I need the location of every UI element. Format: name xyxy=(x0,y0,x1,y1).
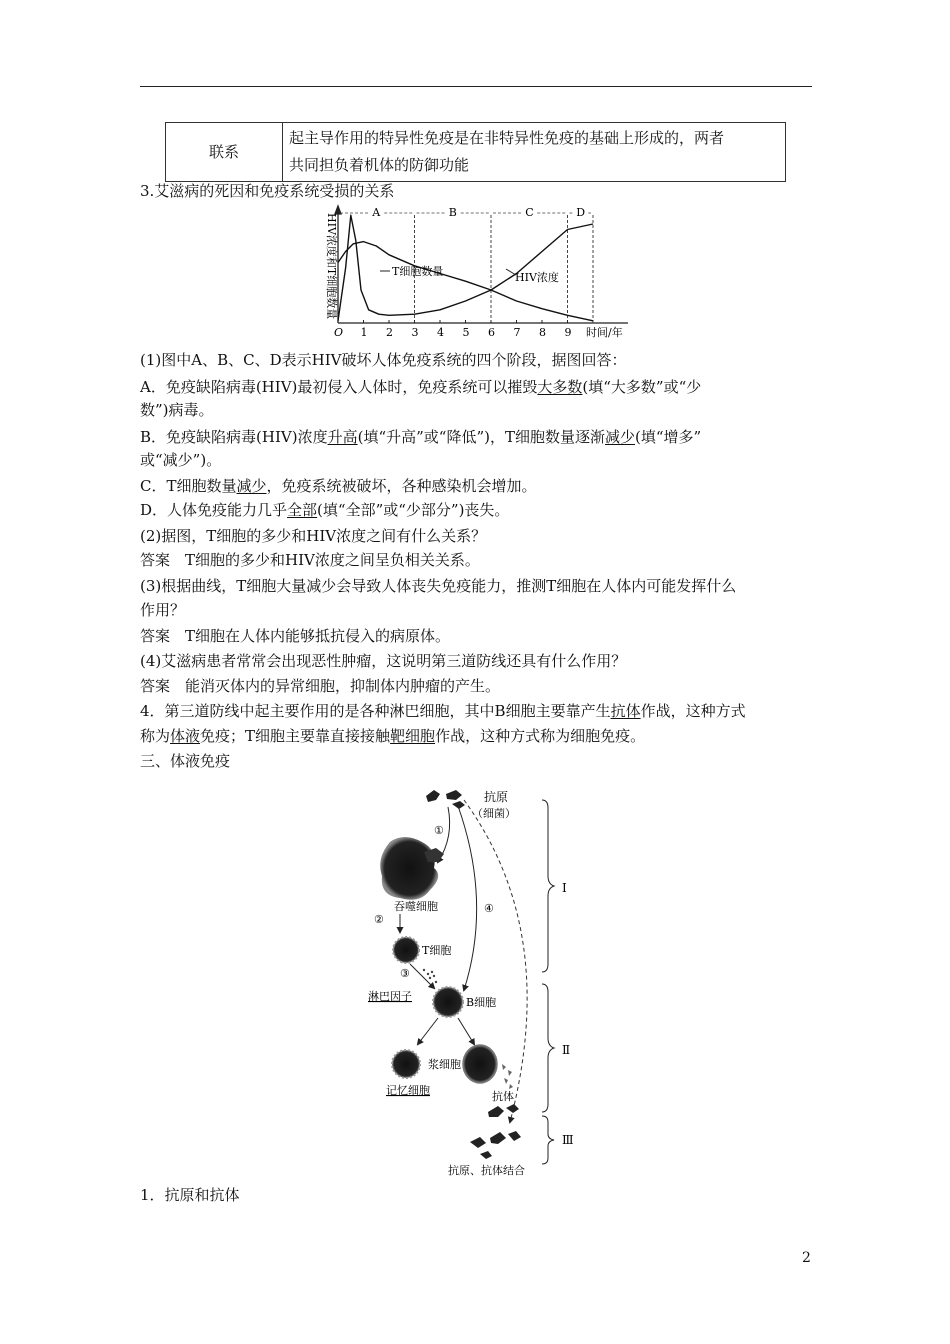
stage2-label: Ⅱ xyxy=(562,1043,571,1057)
humoral-immunity-diagram xyxy=(360,782,600,1182)
table-value xyxy=(283,123,786,182)
p4-line1: 4．第三道防线中起主要作用的是各种淋巴细胞，其中B细胞主要靠产生抗体作战，这种方式 xyxy=(140,702,746,720)
lymphokine-label: 淋巴因子 xyxy=(368,990,412,1003)
stage-braces xyxy=(542,800,554,1164)
lymphokine-dots xyxy=(423,969,437,983)
t-cell-label: T细胞 xyxy=(422,944,452,957)
b-cell-icon xyxy=(433,987,463,1017)
section-heading: 三、体液免疫 xyxy=(140,752,231,770)
hiv-chart xyxy=(310,203,660,343)
antibody-icon xyxy=(502,1064,513,1089)
answer-B2: 减少 xyxy=(604,428,635,446)
phase-label: B xyxy=(448,206,457,219)
q2: (2)据图，T细胞的多少和HIV浓度之间有什么关系？ xyxy=(140,527,487,545)
antigen-label: 抗原 xyxy=(484,790,509,804)
arrow-to-memory xyxy=(418,1018,438,1044)
q1-A-line2: 数”)病毒。 xyxy=(140,401,214,419)
header-rule xyxy=(140,86,812,87)
x-tick-label: 2 xyxy=(386,326,393,339)
page-number: 2 xyxy=(802,1250,811,1266)
stage1-label: Ⅰ xyxy=(562,881,567,895)
answer-B1: 升高 xyxy=(327,428,358,446)
q3-line2: 作用？ xyxy=(140,601,186,619)
y-axis-label: HIV浓度和T细胞数量 xyxy=(325,213,338,320)
q3-line1: (3)根据曲线，T细胞大量减少会导致人体丧失免疫能力，推测T细胞在人体内可能发挥什么 xyxy=(140,577,737,595)
macrophage-icon xyxy=(380,837,444,900)
q4: (4)艾滋病患者常常会出现恶性肿瘤，这说明第三道防线还具有什么作用？ xyxy=(140,652,627,670)
answer-A: 大多数 xyxy=(537,378,583,396)
b-cell-label: B细胞 xyxy=(466,996,497,1009)
step1-label: ① xyxy=(434,824,444,837)
plasma-cell-icon xyxy=(463,1045,497,1083)
relation-table xyxy=(165,122,786,182)
antigen-icon xyxy=(426,790,465,809)
q1-C: C．T细胞数量减少，免疫系统被破坏，各种感染机会增加。 xyxy=(140,477,537,495)
q1-intro: (1)图中A、B、C、D表示HIV破坏人体免疫系统的四个阶段，据图回答： xyxy=(140,351,627,369)
a2: 答案 T细胞的多少和HIV浓度之间呈负相关关系。 xyxy=(140,551,480,569)
phase-label: A xyxy=(372,206,381,219)
hiv-series-line xyxy=(338,215,593,321)
q1-B-line2: 或“减少”)。 xyxy=(140,451,222,469)
macrophage-label: 吞噬细胞 xyxy=(394,900,438,913)
binding-label: 抗原、抗体结合 xyxy=(448,1164,525,1177)
phase-label: D xyxy=(576,206,586,219)
x-tick-label: 4 xyxy=(437,326,444,339)
table-key: 联系 xyxy=(166,123,283,182)
q1-A-line1: A．免疫缺陷病毒(HIV)最初侵入人体时，免疫系统可以摧毁大多数(填“大多数”或“少 xyxy=(140,378,702,396)
a3: 答案 T细胞在人体内能够抵抗侵入的病原体。 xyxy=(140,627,451,645)
step3-label: ③ xyxy=(400,967,410,980)
table-value-line1: 起主导作用的特异性免疫是在非特异性免疫的基础上形成的，两者 xyxy=(289,129,725,147)
subheading-antigen-antibody: 1．抗原和抗体 xyxy=(140,1186,240,1204)
x-tick-label: 5 xyxy=(462,326,470,339)
t-cell-icon xyxy=(393,937,419,963)
x-tick-label: 9 xyxy=(564,326,572,339)
a4: 答案 能消灭体内的异常细胞，抑制体内肿瘤的产生。 xyxy=(140,677,501,695)
hiv-curve-label: HIV浓度 xyxy=(515,271,559,284)
memory-cell-label: 记忆细胞 xyxy=(386,1084,430,1097)
section3-title: 3.艾滋病的死因和免疫系统受损的关系 xyxy=(140,182,395,200)
x-tick-label: 3 xyxy=(411,326,419,339)
table-value-line2: 共同担负着机体的防御功能 xyxy=(289,156,470,174)
antigen-antibody-complex-icon xyxy=(470,1104,521,1159)
q1-D: D．人体免疫能力几乎全部(填“全部”或“少部分”)丧失。 xyxy=(140,501,510,519)
t-cell-curve-label: T细胞数量 xyxy=(392,265,444,278)
q1-B-line1: B．免疫缺陷病毒(HIV)浓度升高(填“升高”或“降低”)，T细胞数量逐渐减少(填“增多” xyxy=(140,428,702,446)
answer-target-cell: 靶细胞 xyxy=(390,727,436,745)
answer-humoral: 体液 xyxy=(170,727,201,745)
arrow-step3 xyxy=(410,964,434,988)
phase-label: C xyxy=(525,206,534,219)
p4-line2: 称为体液免疫；T细胞主要靠直接接触靶细胞作战，这种方式称为细胞免疫。 xyxy=(140,727,646,745)
bacteria-label: （细菌） xyxy=(472,807,516,820)
antibody-label: 抗体 xyxy=(492,1090,514,1103)
plasma-cell-label: 浆细胞 xyxy=(428,1058,461,1071)
x-tick-label: 7 xyxy=(513,326,521,339)
answer-antibody: 抗体 xyxy=(610,702,641,720)
step4-label: ④ xyxy=(484,902,494,915)
x-tick-label: 6 xyxy=(488,326,495,339)
stage3-label: Ⅲ xyxy=(562,1133,574,1147)
step2-label: ② xyxy=(374,913,384,926)
x-tick-label: 8 xyxy=(539,326,546,339)
answer-C: 减少 xyxy=(236,477,267,495)
arrow-step4 xyxy=(458,806,477,990)
x-axis-label: 时间/年 xyxy=(586,326,623,339)
arrow-to-plasma xyxy=(458,1018,474,1044)
x-tick-label: 1 xyxy=(360,326,368,339)
answer-D: 全部 xyxy=(287,501,318,519)
memory-cell-icon xyxy=(392,1050,420,1078)
origin-label: O xyxy=(334,326,344,339)
